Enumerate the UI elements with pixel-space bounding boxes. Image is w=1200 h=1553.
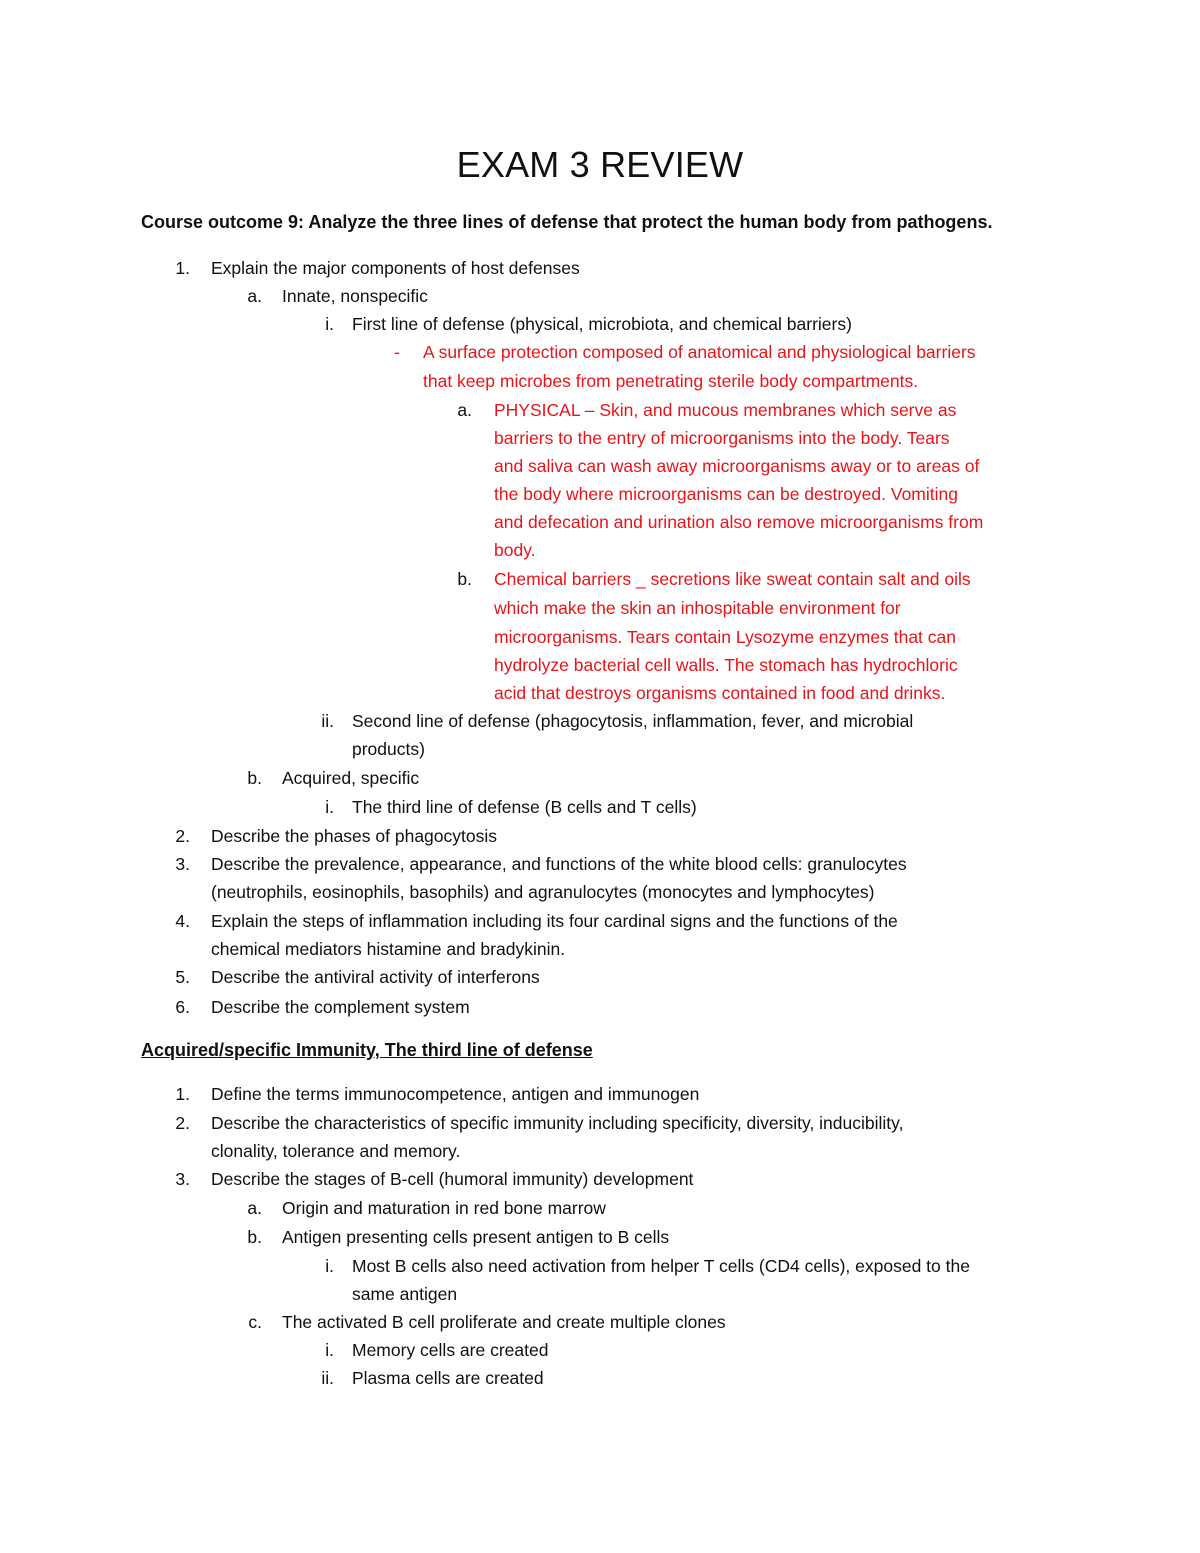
list-item: Explain the major components of host defenses (211, 258, 580, 278)
list-marker: 2. (175, 1113, 190, 1133)
list-marker: b. (247, 1227, 262, 1247)
list-item-continuation: and defecation and urination also remove microorganisms from (494, 512, 984, 532)
list-item-continuation: products) (352, 739, 425, 759)
list-item: Acquired, specific (282, 768, 420, 788)
list-item: The activated B cell proliferate and create multiple clones (282, 1312, 726, 1332)
list-item-continuation: microorganisms. Tears contain Lysozyme enzymes that can (494, 627, 956, 647)
list-item: Most B cells also need activation from helper T cells (CD4 cells), exposed to the (352, 1256, 970, 1276)
course-outcome-heading: Course outcome 9: Analyze the three lines of defense that protect the human body from pathogens. (141, 212, 993, 232)
list-marker: ii. (321, 1368, 334, 1388)
list-item: Describe the antiviral activity of interferons (211, 967, 540, 987)
list-item-continuation: (neutrophils, eosinophils, basophils) and agranulocytes (monocytes and lymphocytes) (211, 882, 875, 902)
list-item-continuation: barriers to the entry of microorganisms into the body. Tears (494, 428, 950, 448)
page-title: EXAM 3 REVIEW (456, 144, 744, 185)
list-item-continuation: the body where microorganisms can be destroyed. Vomiting (494, 484, 958, 504)
list-marker: 3. (175, 854, 190, 874)
list-marker: b. (457, 569, 472, 589)
list-marker: ii. (321, 711, 334, 731)
list-item: Second line of defense (phagocytosis, inflammation, fever, and microbial (352, 711, 914, 731)
list-item-continuation: that keep microbes from penetrating sterile body compartments. (423, 371, 919, 391)
list-marker: 2. (175, 826, 190, 846)
list-item-continuation: acid that destroys organisms contained in food and drinks. (494, 683, 946, 703)
list-item: Describe the phases of phagocytosis (211, 826, 497, 846)
list-item-continuation: same antigen (352, 1284, 458, 1304)
list-item: A surface protection composed of anatomical and physiological barriers (423, 342, 976, 362)
list-item: Define the terms immunocompetence, antigen and immunogen (211, 1084, 700, 1104)
list-item: Innate, nonspecific (282, 286, 428, 306)
list-item-continuation: clonality, tolerance and memory. (211, 1141, 461, 1161)
list-marker: 6. (175, 997, 190, 1017)
list-item-continuation: chemical mediators histamine and bradykinin. (211, 939, 566, 959)
list-marker: i. (325, 314, 334, 334)
list-marker: a. (457, 400, 472, 420)
list-item-continuation: which make the skin an inhospitable environment for (494, 598, 901, 618)
list-item: Describe the complement system (211, 997, 470, 1017)
list-item: Describe the characteristics of specific immunity including specificity, diversity, inducibility, (211, 1113, 904, 1133)
list-item: Antigen presenting cells present antigen to B cells (282, 1227, 670, 1247)
section-heading: Acquired/specific Immunity, The third line of defense (141, 1040, 593, 1060)
list-item-continuation: and saliva can wash away microorganisms away or to areas of (494, 456, 980, 476)
list-marker: c. (248, 1312, 262, 1332)
list-marker: 4. (175, 911, 190, 931)
list-item: Describe the prevalence, appearance, and functions of the white blood cells: granulocytes (211, 854, 907, 874)
list-marker: i. (325, 1256, 334, 1276)
list-item: First line of defense (physical, microbiota, and chemical barriers) (352, 314, 852, 334)
list-marker: - (394, 342, 400, 362)
list-marker: 1. (175, 258, 190, 278)
list-marker: i. (325, 797, 334, 817)
list-marker: a. (247, 1198, 262, 1218)
list-item: The third line of defense (B cells and T cells) (352, 797, 697, 817)
list-marker: b. (247, 768, 262, 788)
list-marker: i. (325, 1340, 334, 1360)
list-item: Explain the steps of inflammation including its four cardinal signs and the functions of the (211, 911, 898, 931)
list-item: Describe the stages of B-cell (humoral immunity) development (211, 1169, 694, 1189)
list-item-continuation: hydrolyze bacterial cell walls. The stomach has hydrochloric (494, 655, 958, 675)
list-item-continuation: body. (494, 540, 536, 560)
list-item: Origin and maturation in red bone marrow (282, 1198, 606, 1218)
list-item: Chemical barriers _ secretions like sweat contain salt and oils (494, 569, 971, 589)
list-marker: 5. (175, 967, 190, 987)
list-item: PHYSICAL – Skin, and mucous membranes which serve as (494, 400, 957, 420)
list-marker: a. (247, 286, 262, 306)
list-marker: 3. (175, 1169, 190, 1189)
list-marker: 1. (175, 1084, 190, 1104)
list-item: Memory cells are created (352, 1340, 549, 1360)
list-item: Plasma cells are created (352, 1368, 544, 1388)
